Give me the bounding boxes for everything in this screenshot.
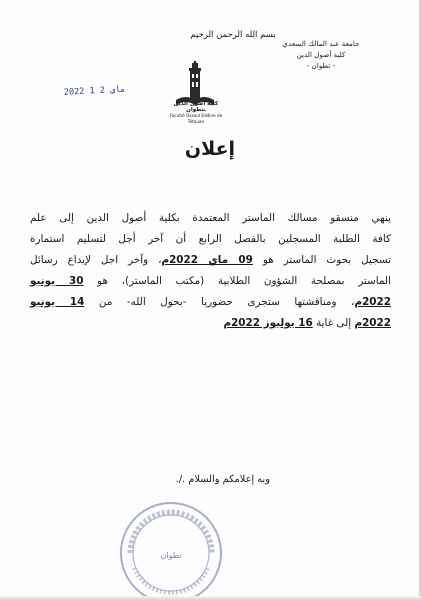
defense-start-date: 14 يونيو <box>30 296 85 308</box>
document-title: إعلان <box>184 138 236 160</box>
body-line-2: كافة الطلبة المسجلين بالفصل الرابع أن آخر أجل لتسليم استمارة <box>30 233 391 245</box>
body-line-6 <box>30 313 391 334</box>
thesis-deadline-year: 2022م <box>354 296 391 308</box>
body-text-segment: ، وآخر اجل لإيداع رسائل <box>30 254 162 266</box>
registration-deadline: 09 ماي 2022م <box>161 254 253 266</box>
logo-caption-arabic: كلية أصول الدين بتطوان <box>173 101 219 113</box>
announcement-body <box>30 208 391 334</box>
received-date-stamp: 2022 ماي 2 1 <box>63 84 126 98</box>
body-line-4 <box>30 271 391 292</box>
city-name: - تطوان - <box>306 61 336 70</box>
body-line-5 <box>30 292 391 313</box>
body-text-segment: تسجيل بحوث الماستر هو <box>252 254 392 266</box>
body-text-segment: ، ومناقشتها ستجرى حضوريا -بحول الله- من <box>84 296 355 308</box>
logo-caption <box>168 101 224 125</box>
official-seal-icon <box>116 498 226 600</box>
body-text-segment: الماستر بمصلحة الشؤون الطلابية (مكتب الماستر)، هو <box>83 275 391 287</box>
defense-end-date: 16 يوليوز 2022م <box>223 317 313 329</box>
thesis-deadline: 30 يونيو <box>30 275 84 287</box>
closing-line: وبه إعلامكم والسلام ./. <box>175 474 270 485</box>
defense-start-year: 2022م <box>354 317 391 329</box>
body-line-3 <box>30 250 391 271</box>
basmala: بسم الله الرحمن الرحيم <box>190 30 276 40</box>
institution-header <box>273 38 369 71</box>
logo-caption-latin: Faculté Ossoul Eddine de Tétouan <box>169 113 223 124</box>
seal-text: تطوان <box>160 551 182 560</box>
page-edge-shadow <box>0 596 421 600</box>
university-name: جامعة عبد المالك السعدي <box>282 39 360 48</box>
faculty-name: كلية أصول الدين <box>296 50 346 59</box>
body-line-1: ينهي منسقو مسالك الماستر المعتمدة بكلية أصول الدين إلى علم <box>30 212 391 224</box>
body-text-segment: إلى غاية <box>312 317 355 329</box>
